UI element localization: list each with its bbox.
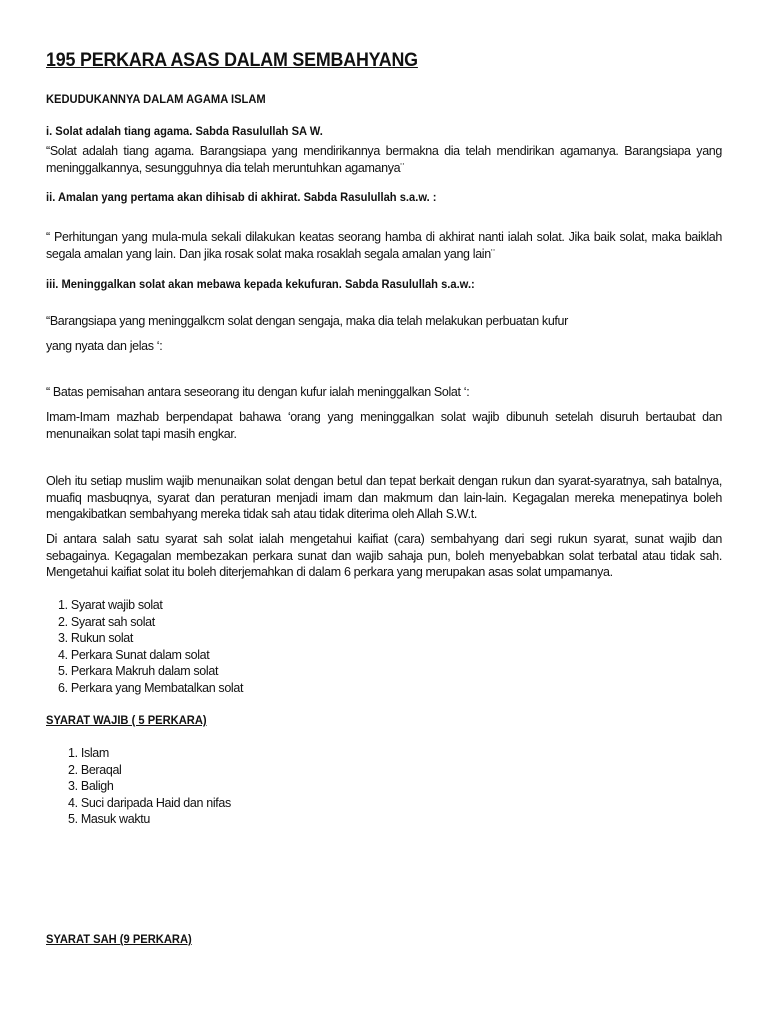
- section-body-3-line-1: “Barangsiapa yang meninggalkcm solat dengan sengaja, maka dia telah melakukan perbuatan kufur: [46, 314, 568, 328]
- list-item: 3. Baligh: [68, 779, 114, 793]
- hadith-quote: “ Batas pemisahan antara seseorang itu dengan kufur ialah meninggalkan Solat ‘:: [46, 385, 470, 399]
- section-body-3-line-2: yang nyata dan jelas ‘:: [46, 339, 163, 353]
- imam-paragraph: Imam-Imam mazhab berpendapat bahawa ‘orang yang meninggalkan solat wajib dibunuh setelah disuruh bertaubat dan menunaikan solat tapi masih engkar.: [46, 410, 722, 441]
- list-item: 5. Perkara Makruh dalam solat: [58, 664, 219, 678]
- syarat-wajib-heading: SYARAT WAJIB ( 5 PERKARA): [46, 713, 207, 727]
- document-page: [46, 0, 722, 1024]
- section-heading-2: ii. Amalan yang pertama akan dihisab di akhirat. Sabda Rasulullah s.a.w. :: [46, 190, 437, 204]
- list-item: 3. Rukun solat: [58, 631, 134, 645]
- syarat-sah-heading: SYARAT SAH (9 PERKARA): [46, 932, 192, 946]
- section-body-1: “Solat adalah tiang agama. Barangsiapa yang mendirikannya bermakna dia telah mendirikan agamanya. Barangsiapa yang meninggalkannya, sesungguhnya dia telah meruntuhkan agamanya¨: [46, 144, 722, 175]
- list-item: 2. Syarat sah solat: [58, 614, 155, 629]
- section-body-2: “ Perhitungan yang mula-mula sekali dilakukan keatas seorang hamba di akhirat nanti ialah solat. Jika baik solat, maka baiklah segala amalan yang lain. Dan jika rosak solat maka rosaklah segala amalan yang lain¨: [46, 230, 722, 261]
- section-heading-1: i. Solat adalah tiang agama. Sabda Rasulullah SA W.: [46, 124, 323, 138]
- syarat-wajib-list: [68, 745, 231, 828]
- list-item: 2. Beraqal: [68, 762, 122, 777]
- page-title: 195 PERKARA ASAS DALAM SEMBAHYANG: [46, 50, 418, 71]
- list-item: 5. Masuk waktu: [68, 812, 150, 826]
- list-item: 6. Perkara yang Membatalkan solat: [58, 680, 244, 695]
- list-item: 4. Suci daripada Haid dan nifas: [68, 795, 231, 810]
- oleh-itu-paragraph: Oleh itu setiap muslim wajib menunaikan solat dengan betul dan tepat berkait dengan rukun dan syarat-syaratnya, sah batalnya, muafiq masbuqnya, syarat dan peraturan menjadi imam dan makmum dan lain-lain. Kegagalan mereka menepatinya boleh mengakibatkan sembahyang mereka tidak sah atau tidak diterima oleh Allah S.W.t.: [46, 474, 722, 521]
- page-subtitle: KEDUDUKANNYA DALAM AGAMA ISLAM: [46, 92, 266, 106]
- asas-solat-list: [58, 597, 243, 696]
- list-item: 1. Syarat wajib solat: [58, 598, 163, 612]
- section-heading-3: iii. Meninggalkan solat akan mebawa kepada kekufuran. Sabda Rasulullah s.a.w.:: [46, 277, 475, 291]
- di-antara-paragraph: Di antara salah satu syarat sah solat ialah mengetahui kaifiat (cara) sembahyang dari segi rukun syarat, sunat wajib dan sebagainya. Kegagalan membezakan perkara sunat dan wajib sahaja pun, boleh menyebabkan solat terbatal atau tidak sah. Mengetahui kaifiat solat itu boleh diterjemahkan di dalam 6 perkara yang merupakan asas solat umpamanya.: [46, 532, 722, 579]
- list-item: 1. Islam: [68, 746, 109, 760]
- list-item: 4. Perkara Sunat dalam solat: [58, 647, 210, 662]
